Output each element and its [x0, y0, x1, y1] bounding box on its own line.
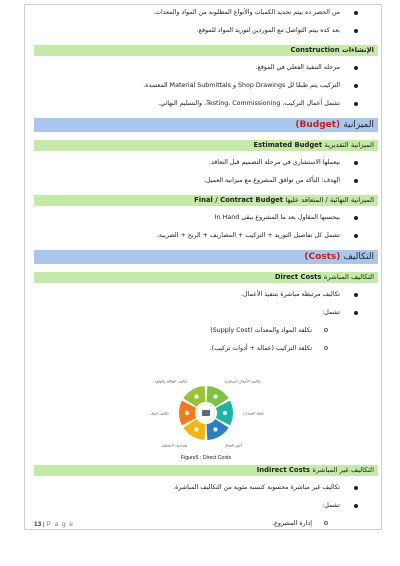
list-item: تشمل: — [34, 309, 378, 317]
segment-label: تكلفة المعدات — [243, 411, 265, 416]
cycle-diagram — [131, 363, 281, 455]
heading-en: Final / Contract Budget — [194, 196, 284, 204]
list-item: تكاليف غير مباشرة محسوبة كنسبة مئوية من التكاليف المباشرة. — [34, 484, 378, 492]
sub-list-item: تكلفة المواد والمعدات (Supply Cost) — [34, 327, 378, 335]
bullet-icon — [354, 66, 358, 70]
heading-en: Construction — [290, 46, 340, 54]
segment-label: تكاليف الطاقة والوقود — [154, 379, 188, 384]
page-content — [34, 6, 378, 538]
page-label: P a g e — [46, 521, 75, 528]
segment-icon — [223, 411, 227, 415]
segment-icon — [213, 427, 217, 431]
heading-ar: التكاليف غير المباشرة — [312, 466, 374, 474]
bullet-icon — [354, 486, 358, 490]
segment-icon — [185, 411, 189, 415]
final-budget-heading — [34, 195, 378, 206]
estimated-budget-heading — [34, 140, 378, 151]
heading-en: (Budget) — [295, 120, 341, 130]
heading-ar: التكاليف — [343, 252, 374, 262]
sub-bullet-icon — [324, 328, 328, 332]
segment-label: تكاليف الأعمال المباشرة — [224, 379, 261, 384]
bullet-icon — [354, 84, 358, 88]
sub-bullet-icon — [324, 521, 328, 525]
list-item: تشمل كل تفاصيل التوريد + التركيب + المصاريف + الربح + الضريبة. — [34, 232, 378, 240]
list-item: تشمل أعمال التركيب، Testing، Commissioning، والتسليم النهائي. — [34, 100, 378, 108]
center-icon — [202, 410, 210, 416]
heading-ar: التكاليف المباشرة — [323, 273, 374, 281]
bullet-icon — [354, 216, 358, 220]
list-item: بعد كده بيتم التواصل مع الموردين لتوريد المواد للموقع. — [34, 27, 378, 35]
sub-list-item: إدارة المشروع. — [34, 520, 378, 528]
indirect-costs-heading — [34, 465, 378, 476]
list-item: بيحسبها المقاول بعد ما المشروع يبقى In Hand — [34, 214, 378, 222]
construction-heading — [34, 45, 378, 56]
bullet-icon — [354, 161, 358, 165]
heading-en: (Costs) — [304, 252, 341, 262]
bullet-icon — [354, 11, 358, 15]
heading-en: Estimated Budget — [253, 141, 323, 149]
bullet-icon — [354, 504, 358, 508]
heading-ar: الميزانية التقديرية — [324, 141, 374, 149]
list-item: من الحصر ده بيتم تحديد الكميات والأنواع المطلوبة من المواد والمعدات. — [34, 9, 378, 17]
list-item: تشمل: — [34, 502, 378, 510]
bullet-icon — [354, 311, 358, 315]
list-item: التركيب يتم طبقًا لل Shop Drawings و Material Submittals المعتمدة. — [34, 82, 378, 90]
heading-en: Indirect Costs — [256, 466, 310, 474]
direct-costs-figure — [131, 363, 281, 455]
figure-caption: Figure5 : Direct Costs — [180, 455, 232, 461]
page-footer: 13 | P a g e — [34, 521, 75, 528]
list-item: بيعملها الاستشاري في مرحلة التصميم قبل التعاقد. — [34, 159, 378, 167]
segment-icon — [194, 427, 198, 431]
bullet-icon — [354, 234, 358, 238]
budget-heading — [34, 118, 378, 132]
direct-costs-heading — [34, 272, 378, 283]
heading-ar: الميزانية النهائية / المتعاقد عليها — [285, 196, 374, 204]
sub-list-item: تكلفة التركيب (عمالة + أدوات تركيب). — [34, 345, 378, 353]
segment-icon — [194, 394, 198, 398]
segment-label: تكاليف النقل — [150, 411, 169, 416]
bullet-icon — [354, 102, 358, 106]
costs-heading — [34, 250, 378, 264]
bullet-icon — [354, 293, 358, 297]
heading-en: Direct Costs — [274, 273, 322, 281]
page-number: 13 — [34, 521, 42, 528]
segment-label: أجور العمال — [224, 443, 243, 448]
heading-ar: الإنشاءات — [341, 46, 374, 54]
list-item: الهدف: التأكد من توافق المشروع مع ميزانية العميل. — [34, 177, 378, 185]
list-item: مرحلة التنفيذ الفعلي في الموقع. — [34, 64, 378, 72]
sub-bullet-icon — [324, 346, 328, 350]
bullet-icon — [354, 179, 358, 183]
segment-icon — [213, 394, 217, 398]
bullet-icon — [354, 29, 358, 33]
heading-ar: الميزانية — [343, 120, 374, 130]
segment-label: مصاريف التشغيل — [161, 443, 188, 448]
list-item: تكاليف مرتبطة مباشرة بتنفيذ الأعمال. — [34, 291, 378, 299]
